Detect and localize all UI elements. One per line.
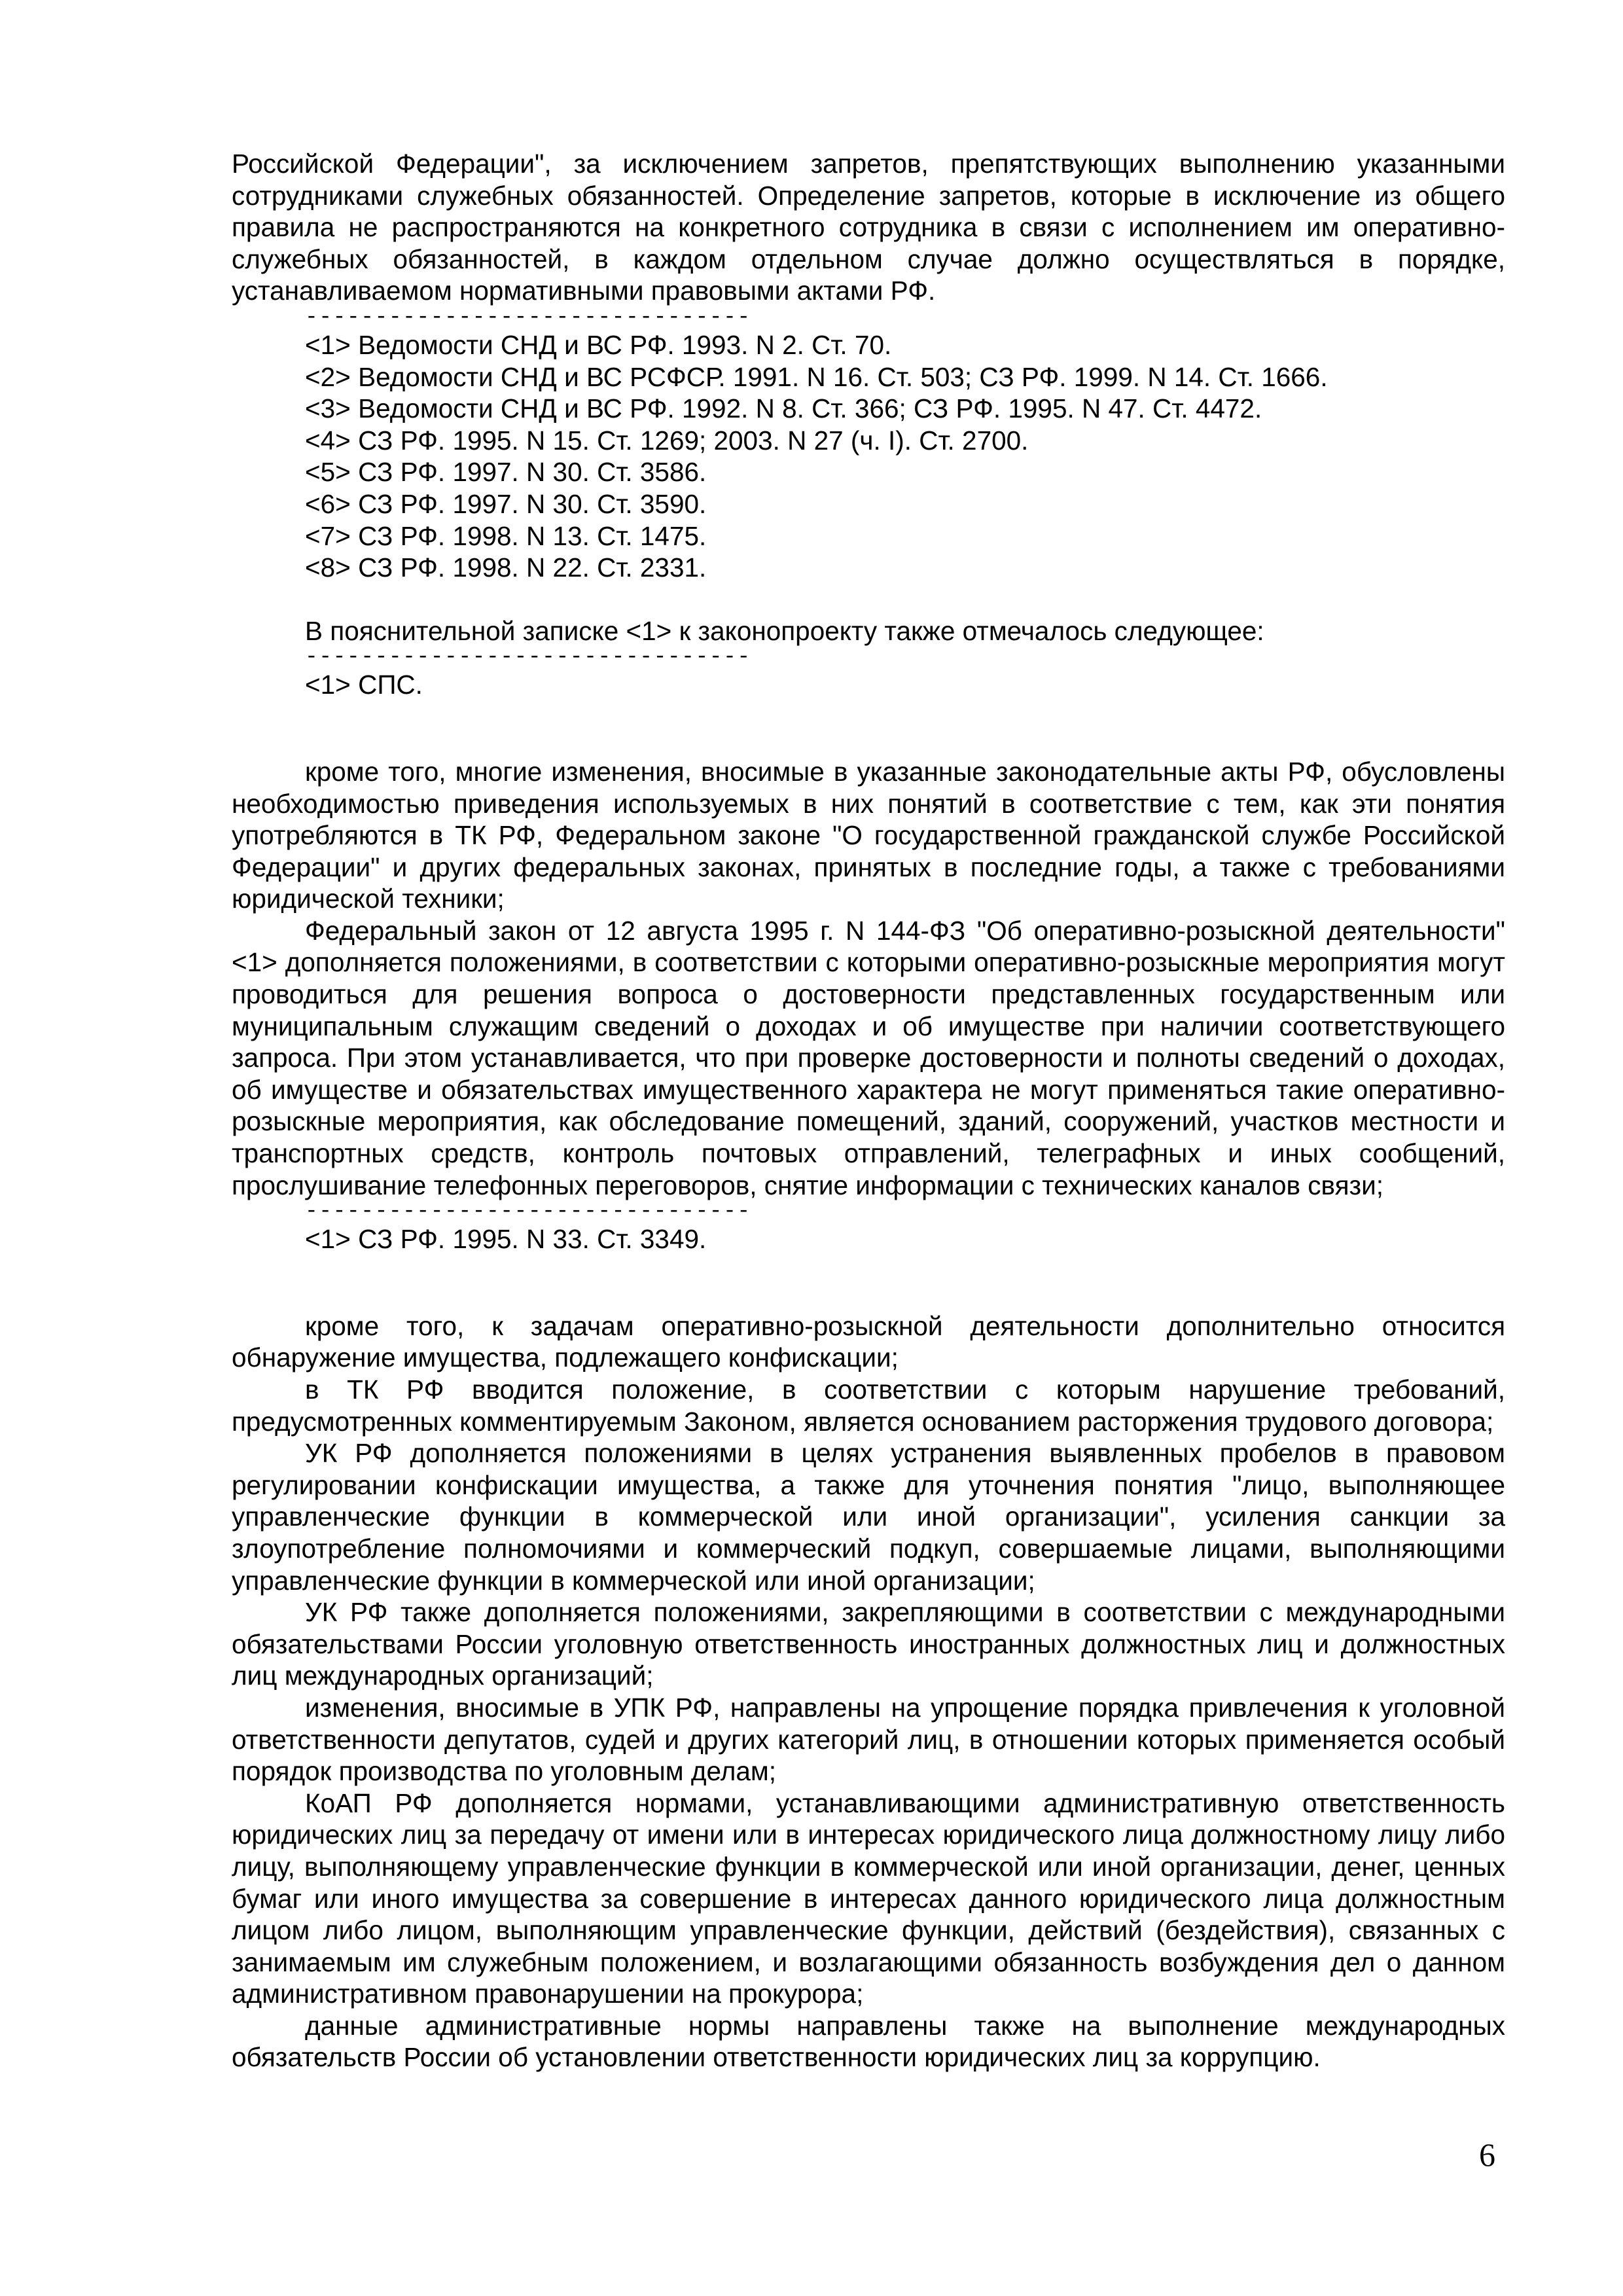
footnote-5: <5> СЗ РФ. 1997. N 30. Ст. 3586. xyxy=(305,457,707,488)
spacer xyxy=(232,732,1505,756)
footnote-separator: -------------------------------- xyxy=(305,304,751,329)
paragraph-admin-norms: данные административные нормы направлены также на выполнение международных обязательств России об установлении ответственности юридических лиц за коррупцию. xyxy=(232,2010,1505,2073)
document-page xyxy=(232,148,1505,2073)
page-number: 6 xyxy=(1479,2136,1495,2173)
footnote-7: <7> СЗ РФ. 1998. N 13. Ст. 1475. xyxy=(305,520,707,551)
footnote-4: <4> СЗ РФ. 1995. N 15. Ст. 1269; 2003. N 27 (ч. I). Ст. 2700. xyxy=(305,425,1029,456)
paragraph-ord-tasks: кроме того, к задачам оперативно-розыскной деятельности дополнительно относится обнаружение имущества, подлежащего конфискации; xyxy=(232,1310,1505,1373)
footnote-3: <3> Ведомости СНД и ВС РФ. 1992. N 8. Ст. 366; СЗ РФ. 1995. N 47. Ст. 4472. xyxy=(305,393,1262,424)
spacer xyxy=(232,1255,1505,1287)
note-intro-block xyxy=(232,615,1505,647)
paragraph-top: Российской Федерации", за исключением запретов, препятствующих выполнению указанными сотрудниками служебных обязанностей. Определение запретов, которые в исключение из общего правила не распространяются на конкретного сотрудника в связи с исполнением им оперативно-служебных обязанностей, в каждом отдельном случае должно осуществляться в порядке, устанавливаемом нормативными правовыми актами РФ. xyxy=(232,149,1505,306)
footnote-list xyxy=(232,329,1505,584)
paragraph-tk: в ТК РФ вводится положение, в соответствии с которым нарушение требований, предусмотренных комментируемым Законом, является основанием расторжения трудового договора; xyxy=(232,1374,1505,1437)
footnote-6: <6> СЗ РФ. 1997. N 30. Ст. 3590. xyxy=(305,488,707,519)
footnote-separator: -------------------------------- xyxy=(305,1199,751,1224)
paragraph-federal-law: Федеральный закон от 12 августа 1995 г. N 144-ФЗ "Об оперативно-розыскной деятельности" <1> дополняется положениями, в соответствии с которыми оперативно-розыскные мероприятия могут проводиться для решения вопроса о достоверности представленных государственным или муниципальным служащим сведений о доходах и об имуществе при наличии соответствующего запроса. При этом устанавливается, что при проверке достоверности и полноты сведений о доходах, об имуществе и обязательствах имущественного характера не могут применяться такие оперативно-розыскные мероприятия, как обследование помещений, зданий, сооружений, участков местности и транспортных средств, контроль почтовых отправлений, телеграфных и иных сообщений, прослушивание телефонных переговоров, снятие информации с технических каналов связи; xyxy=(232,915,1505,1200)
footnote-8: <8> СЗ РФ. 1998. N 22. Ст. 2331. xyxy=(305,552,707,583)
note-intro: В пояснительной записке <1> к законопроекту также отмечалось следующее: xyxy=(305,615,1264,646)
spacer xyxy=(232,1287,1505,1310)
footnote-ord-block xyxy=(232,1223,1505,1255)
footnote-sps-block xyxy=(232,669,1505,701)
spacer xyxy=(232,584,1505,615)
paragraph-koap: КоАП РФ дополняется нормами, устанавливающими административную ответственность юридических лиц за передачу от имени или в интересах юридического лица должностному лицу либо лицу, выполняющему управленческие функции в коммерческой или иной организации, денег, ценных бумаг или иного имущества за совершение в интересах данного юридического лица должностным лицом либо лицом, выполняющим управленческие функции, действий (бездействия), связанных с занимаемым им служебным положением, и возлагающими обязанность возбуждения дел о данном административном правонарушении на прокурора; xyxy=(232,1787,1505,2009)
footnote-sps: <1> СПС. xyxy=(305,670,423,700)
paragraph-uk-2: УК РФ также дополняется положениями, закрепляющими в соответствии с международными обязательствами России уголовную ответственность иностранных должностных лиц и должностных лиц международных организаций; xyxy=(232,1597,1505,1691)
footnote-1: <1> Ведомости СНД и ВС РФ. 1993. N 2. Ст. 70. xyxy=(305,329,892,360)
footnote-2: <2> Ведомости СНД и ВС РСФСР. 1991. N 16. Ст. 503; СЗ РФ. 1999. N 14. Ст. 1666. xyxy=(305,361,1328,392)
footnote-separator: -------------------------------- xyxy=(305,645,751,670)
spacer xyxy=(232,701,1505,732)
paragraph-besides-changes: кроме того, многие изменения, вносимые в указанные законодательные акты РФ, обусловлены необходимостью приведения используемых в них понятий в соответствие с тем, как эти понятия употребляются в ТК РФ, Федеральном законе "О государственной гражданской службе Российской Федерации" и других федеральных законах, принятых в последние годы, а также с требованиями юридической техники; xyxy=(232,756,1505,914)
paragraph-upk: изменения, вносимые в УПК РФ, направлены на упрощение порядка привлечения к уголовной ответственности депутатов, судей и других категорий лиц, в отношении которых применяется особый порядок производства по уголовным делам; xyxy=(232,1692,1505,1787)
footnote-ord: <1> СЗ РФ. 1995. N 33. Ст. 3349. xyxy=(305,1224,707,1255)
paragraph-uk-1: УК РФ дополняется положениями в целях устранения выявленных пробелов в правовом регулировании конфискации имущества, а также для уточнения понятия "лицо, выполняющее управленческие функции в коммерческой или иной организации", усиления санкции за злоупотребление полномочиями и коммерческий подкуп, совершаемые лицами, выполняющими управленческие функции в коммерческой или иной организации; xyxy=(232,1438,1505,1596)
